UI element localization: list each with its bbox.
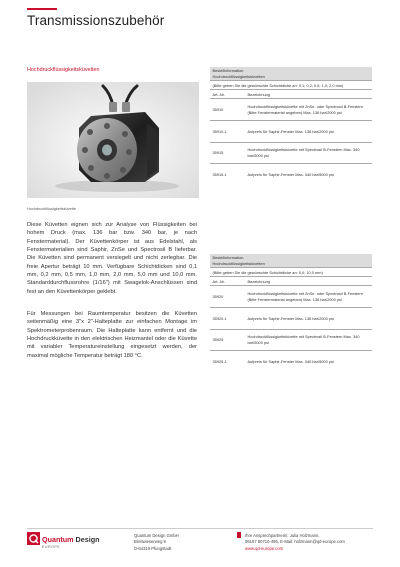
article-description: Aufpreis für Saphir-Fenster Max. 340 bar/5000 psi bbox=[245, 164, 372, 185]
order-table-note: (Bitte geben Sie die gewünschte Schichtdicke an: 5,0; 10,0 mm) bbox=[210, 268, 372, 277]
column-header-desc: Bezeichnung bbox=[245, 277, 372, 286]
article-description: Aufpreis für Saphir-Fenster Max. 340 bar/5000 psi bbox=[245, 351, 372, 372]
table-row bbox=[210, 164, 372, 185]
company-logo-text bbox=[42, 535, 100, 544]
order-table-subtitle: Hochdruckflüssigkeitsküvetten bbox=[212, 260, 265, 266]
order-table-column-headers bbox=[210, 90, 372, 99]
website-link[interactable]: www.qd-europe.com bbox=[245, 545, 284, 551]
table-row bbox=[210, 329, 372, 351]
order-table-title: Bestellinformation bbox=[212, 255, 244, 261]
contact-info bbox=[245, 533, 345, 552]
order-table-note: (Bitte geben Sie die gewünschte Schichtdicke an: 0,1; 0,2; 0,5; 1,0; 2,0 mm) bbox=[210, 81, 372, 90]
table-row bbox=[210, 351, 372, 372]
order-table-1 bbox=[210, 67, 372, 185]
section-title: Hochdruckflüssigkeitsküvetten bbox=[27, 67, 100, 73]
column-header-art: Art.-Nr. bbox=[210, 90, 245, 99]
article-number: 35920 bbox=[210, 286, 245, 308]
logo-part-design: Design bbox=[75, 535, 100, 544]
table-row bbox=[210, 286, 372, 308]
order-table-note-row bbox=[210, 268, 372, 277]
table-row bbox=[210, 121, 372, 143]
article-number: 35925-1 bbox=[210, 351, 245, 372]
order-table-header bbox=[210, 67, 372, 81]
table-row bbox=[210, 308, 372, 330]
table-row bbox=[210, 99, 372, 121]
order-table-title: Bestellinformation bbox=[212, 68, 244, 74]
company-street: Breitwieserweg 9 bbox=[134, 539, 166, 545]
order-table-2 bbox=[210, 254, 372, 372]
column-header-desc: Bezeichnung bbox=[245, 90, 372, 99]
order-table-header bbox=[210, 254, 372, 268]
quantum-design-logo-icon bbox=[27, 532, 40, 545]
article-number: 35915 bbox=[210, 142, 245, 164]
table-row bbox=[210, 142, 372, 164]
article-number: 35920-1 bbox=[210, 308, 245, 330]
article-description: Hochdruckflüssigkeitsküvette mit ZnSe- oder Spectrosil B-Fenstern (Bitte Fenstermaterial angeben) Max. 136 bar/2000 psi bbox=[245, 99, 372, 121]
article-description: Aufpreis für Saphir-Fenster Max. 136 bar/2000 psi bbox=[245, 308, 372, 330]
order-table-subtitle: Hochdruckflüssigkeitsküvetten bbox=[212, 73, 265, 79]
logo-subtitle: EUROPE bbox=[42, 545, 61, 549]
contact-phone-email: 06157 80710-495, E-Mail: holzmann@qd-europe.com bbox=[245, 539, 345, 545]
company-name: Quantum Design GmbH bbox=[134, 533, 179, 538]
photo-caption: Hochdruckflüssigkeitsküvette bbox=[27, 207, 76, 211]
article-description: Hochdruckflüssigkeitsküvette mit Spectrosil B-Fenstern Max. 340 bar/5000 psi bbox=[245, 142, 372, 164]
contact-accent-mark bbox=[237, 532, 241, 538]
article-number: 35915-1 bbox=[210, 164, 245, 185]
article-description: Hochdruckflüssigkeitsküvette mit Spectrosil B-Fenstern Max. 340 bar/5000 psi bbox=[245, 329, 372, 351]
article-number: 35925 bbox=[210, 329, 245, 351]
order-table-column-headers bbox=[210, 277, 372, 286]
order-table-note-row bbox=[210, 81, 372, 90]
description-paragraph-1: Diese Küvetten eignen sich zur Analyse von Flüssigkeiten bei hohem Druck (max. 136 bar bzw. 340 bar, je nach Fenstermaterial). Der Küvettenkörper ist aus Edelstahl, als Fenstermaterialien sind Saphir, ZnSe und Spectrosil B lieferbar. Die Küvetten sind permanent versiegelt und nicht zerlegbar. Die freie Apertur beträgt 10 mm. Verfügbare Schichtdicken sind 0,1 mm, 0,2 mm, 0,5 mm, 1,0 mm, 2,0 mm, 5,0 mm und 10,0 mm. Standarddurchflussrohre (1/16") mit Swagelok-Anschlüssen sind fest an den Küvettenkörper geklebt. bbox=[27, 222, 197, 295]
footer-divider bbox=[27, 528, 373, 529]
cuvette-photo bbox=[27, 82, 199, 198]
column-header-art: Art.-Nr. bbox=[210, 277, 245, 286]
company-city: D-64319 Pfungstadt bbox=[134, 545, 172, 551]
article-description: Hochdruckflüssigkeitsküvette mit ZnSe- oder Spectrosil B-Fenstern (Bitte Fenstermaterial angeben) Max. 136 bar/2000 psi bbox=[245, 286, 372, 308]
description-paragraph-2: Für Messungen bei Raumtemperatur besitzen die Küvetten seitenmäßig eine 3"x 2"-Halteplatte zur einfachen Montage im Spektrometerprobenraum. Die Halteplatte kann entfernt und die Hochdruckküvette in den elektrischen Heizmantel oder die Küvette mit variabler Temperatureinstellung eingesetzt werden, der maximal mögliche Temperatur beträgt 180 °C. bbox=[27, 311, 197, 359]
title-accent-bar bbox=[27, 8, 57, 10]
company-address bbox=[134, 533, 179, 552]
article-description: Aufpreis für Saphir-Fenster Max. 136 bar/2000 psi bbox=[245, 121, 372, 143]
logo-part-quantum: Quantum bbox=[42, 535, 74, 544]
article-number: 35910 bbox=[210, 99, 245, 121]
contact-person: Ihre Ansprechpartnerin: Julia Holzmann, bbox=[245, 533, 320, 538]
article-number: 35910-1 bbox=[210, 121, 245, 143]
page-title: Transmissionszubehör bbox=[27, 13, 165, 28]
